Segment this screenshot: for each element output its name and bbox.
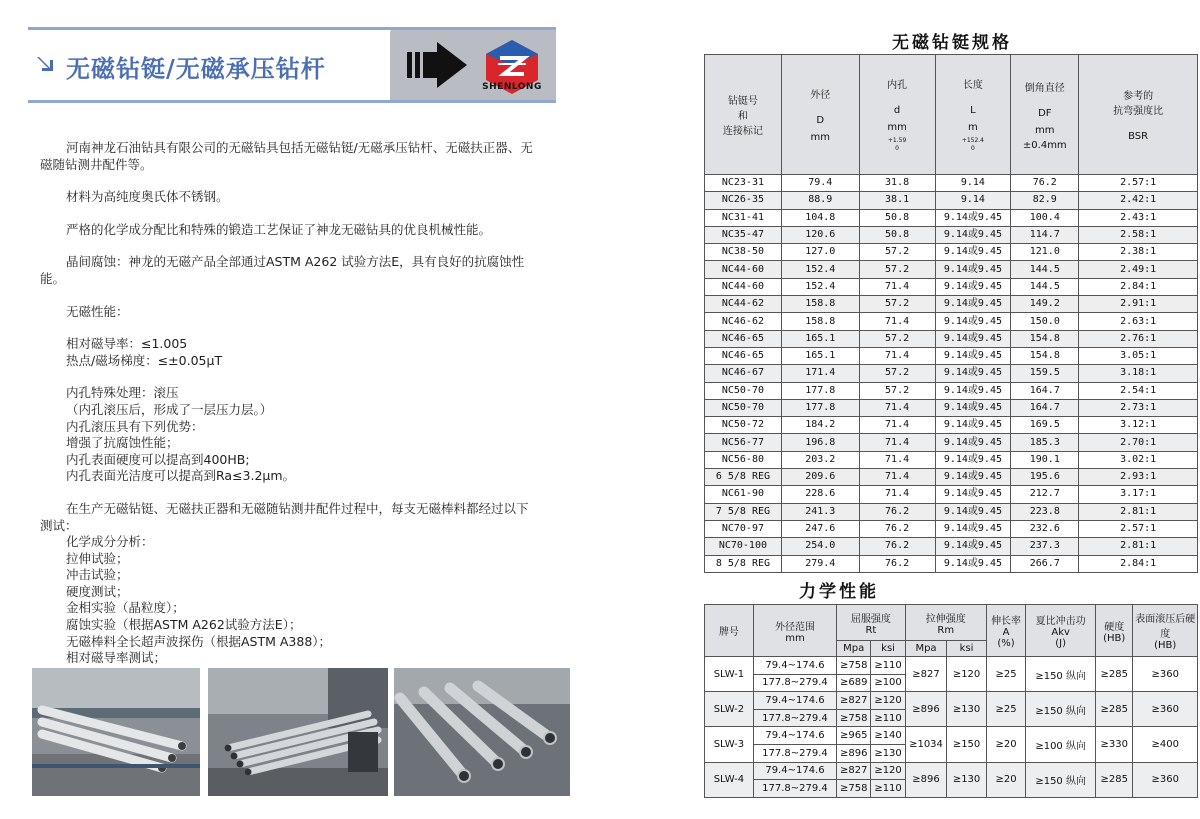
table-cell: ≥758 [837, 657, 871, 675]
table-cell: NC46-62 [705, 313, 782, 330]
table-cell: 3.02:1 [1079, 451, 1198, 468]
table-cell: ≥20 [986, 762, 1026, 797]
table-cell: 223.8 [1011, 503, 1079, 520]
table-row [705, 209, 1198, 226]
table-cell: NC50-72 [705, 417, 782, 434]
table-cell: NC46-65 [705, 347, 782, 364]
table-row [705, 555, 1198, 572]
table-row [705, 503, 1198, 520]
table-cell: 71.4 [859, 347, 935, 364]
mech-col-hardness: 硬度 (HB) [1096, 605, 1133, 657]
table-cell: NC70-100 [705, 538, 782, 555]
intro-line: 内孔滚压具有下列优势： [66, 418, 204, 434]
table-cell: 127.0 [781, 244, 859, 261]
table-row [705, 538, 1198, 555]
table-cell: 9.14或9.45 [935, 486, 1011, 503]
table-cell: 104.8 [781, 209, 859, 226]
table-header-cell: Mpa [837, 641, 871, 657]
table-cell: 9.14或9.45 [935, 226, 1011, 243]
mech-col-elong: 伸长率 A (%) [986, 605, 1026, 657]
table-cell: ≥1034 [905, 727, 947, 762]
table-cell: 57.2 [859, 244, 935, 261]
arrow-right-icon [405, 42, 469, 88]
intro-line: 相对磁导率：≤1.005 [66, 336, 188, 352]
table-cell: 9.14 [935, 192, 1011, 209]
table-cell: ≥285 [1096, 657, 1133, 692]
table-cell: 2.42:1 [1079, 192, 1198, 209]
header-bottom-rule [28, 100, 556, 103]
table-row [705, 313, 1198, 330]
table-cell: ≥100 [871, 674, 905, 692]
table-cell: 57.2 [859, 296, 935, 313]
table-cell: 232.6 [1011, 520, 1079, 537]
table-row [705, 330, 1198, 347]
logo-wordmark: SHENLONG [482, 82, 542, 92]
table-cell: 9.14或9.45 [935, 278, 1011, 295]
table-row [705, 347, 1198, 364]
table-cell: 177.8~279.4 [753, 780, 836, 798]
mech-col-surface-hardness: 表面滚压后硬度 (HB) [1133, 605, 1198, 657]
table-header-cell: ksi [947, 641, 987, 657]
table-cell: 9.14或9.45 [935, 434, 1011, 451]
table-cell: 57.2 [859, 382, 935, 399]
table-cell: ≥827 [837, 762, 871, 780]
table-cell: 9.14或9.45 [935, 382, 1011, 399]
table-cell: 57.2 [859, 365, 935, 382]
factory-photo-1 [32, 668, 200, 796]
table-cell: 9.14或9.45 [935, 296, 1011, 313]
table-cell: 9.14或9.45 [935, 520, 1011, 537]
intro-line: （内孔滚压后，形成了一层压力层。） [66, 401, 273, 417]
table-cell: ≥120 [947, 657, 987, 692]
table-cell: 9.14或9.45 [935, 244, 1011, 261]
test-item: 腐蚀实验（根据ASTM A262试验方法E）； [66, 617, 302, 633]
table-cell: 177.8~279.4 [753, 744, 836, 762]
table-cell: 3.18:1 [1079, 365, 1198, 382]
table-cell: NC23-31 [705, 175, 782, 192]
table-cell: 76.2 [1011, 175, 1079, 192]
table-row [705, 657, 1198, 675]
table-cell: ≥150 [947, 727, 987, 762]
intro-line: 内孔特殊处理：滚压 [66, 385, 179, 401]
table-cell: ≥150 纵向 [1026, 762, 1096, 797]
table-cell: NC44-60 [705, 261, 782, 278]
intro-paragraph: 严格的化学成分配比和特殊的锻造工艺保证了神龙无磁钻具的优良机械性能。 [66, 221, 492, 237]
table-cell: 159.5 [1011, 365, 1079, 382]
spec-table [704, 54, 1198, 573]
table-cell: ≥110 [871, 780, 905, 798]
table-cell: ≥120 [871, 762, 905, 780]
table-cell: ≥360 [1133, 657, 1198, 692]
table-cell: 8 5/8 REG [705, 555, 782, 572]
table-row [705, 399, 1198, 416]
table-cell: 2.38:1 [1079, 244, 1198, 261]
table-cell: 177.8 [781, 382, 859, 399]
spec-col-id: 内孔 d mm +1.59 0 [859, 55, 935, 175]
table-cell: 177.8 [781, 399, 859, 416]
table-cell: 9.14 [935, 175, 1011, 192]
intro-line: 增强了抗腐蚀性能； [66, 435, 179, 451]
table-cell: 149.2 [1011, 296, 1079, 313]
table-cell: 2.76:1 [1079, 330, 1198, 347]
intro-paragraph: 河南神龙石油钻具有限公司的无磁钻具包括无磁钻铤/无磁承压钻杆、无磁扶正器、无磁随钻测井配件等。 [40, 140, 533, 172]
table-cell: NC38-50 [705, 244, 782, 261]
spec-table-title: 无磁钻铤规格 [892, 33, 1012, 53]
arrow-down-right-icon [34, 53, 58, 77]
intro-text [40, 140, 540, 700]
table-cell: NC50-70 [705, 399, 782, 416]
table-cell: 171.4 [781, 365, 859, 382]
table-cell: ≥827 [905, 657, 947, 692]
table-cell: 165.1 [781, 330, 859, 347]
table-cell: 177.8~279.4 [753, 709, 836, 727]
table-cell: 237.3 [1011, 538, 1079, 555]
table-cell: ≥896 [905, 692, 947, 727]
table-cell: 57.2 [859, 261, 935, 278]
table-cell: 79.4~174.6 [753, 657, 836, 675]
spec-col-bsr: 参考的 抗弯强度比 BSR [1079, 55, 1198, 175]
table-cell: 2.84:1 [1079, 278, 1198, 295]
table-cell: NC70-97 [705, 520, 782, 537]
table-cell: 79.4~174.6 [753, 727, 836, 745]
test-item: 相对磁导率测试； [66, 650, 167, 666]
factory-photo-3 [394, 668, 570, 796]
table-cell: ≥25 [986, 692, 1026, 727]
spec-col-designation: 钻铤号 和 连接标记 [705, 55, 782, 175]
table-cell: ≥285 [1096, 692, 1133, 727]
table-cell: ≥100 纵向 [1026, 727, 1096, 762]
table-cell: 9.14或9.45 [935, 365, 1011, 382]
table-cell: 71.4 [859, 313, 935, 330]
test-item: 无磁棒料全长超声波探伤（根据ASTM A388）； [66, 633, 332, 649]
table-header-cell: Mpa [905, 641, 947, 657]
table-cell: 9.14或9.45 [935, 538, 1011, 555]
table-cell: SLW-3 [705, 727, 754, 762]
table-row [705, 434, 1198, 451]
table-cell: 71.4 [859, 486, 935, 503]
table-cell: ≥110 [871, 709, 905, 727]
table-cell: ≥130 [871, 744, 905, 762]
table-cell: 190.1 [1011, 451, 1079, 468]
table-row [705, 469, 1198, 486]
table-cell: 9.14或9.45 [935, 399, 1011, 416]
table-cell: 71.4 [859, 399, 935, 416]
table-cell: ≥150 纵向 [1026, 692, 1096, 727]
table-cell: NC44-60 [705, 278, 782, 295]
table-cell: NC46-67 [705, 365, 782, 382]
intro-line: 热点/磁场梯度：≤±0.05μT [66, 352, 223, 368]
spec-col-od: 外径 D mm [781, 55, 859, 175]
page-title: 无磁钻铤/无磁承压钻杆 [66, 54, 326, 83]
table-cell: NC35-47 [705, 226, 782, 243]
intro-line: 内孔表面硬度可以提高到400HB; [66, 451, 250, 467]
table-header-cell: ksi [871, 641, 905, 657]
table-cell: 152.4 [781, 261, 859, 278]
table-cell: 2.81:1 [1079, 538, 1198, 555]
mech-col-od: 外径范围 mm [753, 605, 836, 657]
factory-photo-2 [208, 668, 388, 796]
table-cell: 71.4 [859, 278, 935, 295]
table-cell: 76.2 [859, 520, 935, 537]
table-cell: 76.2 [859, 503, 935, 520]
table-cell: 266.7 [1011, 555, 1079, 572]
table-cell: 9.14或9.45 [935, 469, 1011, 486]
table-cell: 31.8 [859, 175, 935, 192]
table-row [705, 278, 1198, 295]
table-cell: 2.58:1 [1079, 226, 1198, 243]
table-cell: 2.57:1 [1079, 175, 1198, 192]
table-cell: 164.7 [1011, 399, 1079, 416]
table-cell: 79.4~174.6 [753, 692, 836, 710]
test-item: 拉伸试验； [66, 550, 129, 566]
test-item: 冲击试验； [66, 567, 129, 583]
table-cell: NC46-65 [705, 330, 782, 347]
table-cell: ≥25 [986, 657, 1026, 692]
table-row [705, 365, 1198, 382]
intro-paragraph: 无磁性能： [66, 303, 129, 319]
table-cell: 57.2 [859, 330, 935, 347]
table-cell: 154.8 [1011, 330, 1079, 347]
table-cell: 2.57:1 [1079, 520, 1198, 537]
table-cell: 203.2 [781, 451, 859, 468]
table-cell: ≥110 [871, 657, 905, 675]
table-cell: 177.8~279.4 [753, 674, 836, 692]
table-row [705, 451, 1198, 468]
table-cell: ≥758 [837, 780, 871, 798]
test-item: 硬度测试； [66, 583, 129, 599]
table-cell: ≥827 [837, 692, 871, 710]
table-cell: 2.93:1 [1079, 469, 1198, 486]
table-cell: 71.4 [859, 469, 935, 486]
table-cell: 158.8 [781, 313, 859, 330]
table-cell: 144.5 [1011, 278, 1079, 295]
table-cell: 195.6 [1011, 469, 1079, 486]
table-row [705, 486, 1198, 503]
table-cell: 150.0 [1011, 313, 1079, 330]
table-row [705, 175, 1198, 192]
table-cell: SLW-1 [705, 657, 754, 692]
table-cell: 2.91:1 [1079, 296, 1198, 313]
table-cell: 241.3 [781, 503, 859, 520]
table-cell: 6 5/8 REG [705, 469, 782, 486]
table-cell: 152.4 [781, 278, 859, 295]
table-cell: 2.84:1 [1079, 555, 1198, 572]
mech-col-grade: 牌号 [705, 605, 754, 657]
table-cell: 154.8 [1011, 347, 1079, 364]
table-row [705, 382, 1198, 399]
table-cell: NC56-80 [705, 451, 782, 468]
table-cell: ≥360 [1133, 762, 1198, 797]
table-cell: 158.8 [781, 296, 859, 313]
table-cell: 9.14或9.45 [935, 555, 1011, 572]
table-cell: 184.2 [781, 417, 859, 434]
table-cell: ≥758 [837, 709, 871, 727]
table-cell: ≥689 [837, 674, 871, 692]
table-cell: SLW-2 [705, 692, 754, 727]
table-cell: 164.7 [1011, 382, 1079, 399]
mech-col-tensile: 拉伸强度 Rm [905, 605, 986, 641]
table-cell: 50.8 [859, 209, 935, 226]
table-cell: ≥896 [905, 762, 947, 797]
mech-col-yield: 屈服强度 Rt [837, 605, 906, 641]
table-cell: 71.4 [859, 434, 935, 451]
table-cell: 3.12:1 [1079, 417, 1198, 434]
table-cell: ≥896 [837, 744, 871, 762]
table-cell: ≥130 [947, 762, 987, 797]
table-cell: 254.0 [781, 538, 859, 555]
intro-paragraph: 在生产无磁钻铤、无磁扶正器和无磁随钻测井配件过程中，每支无磁棒料都经过以下测试： [40, 500, 529, 533]
table-cell: 2.70:1 [1079, 434, 1198, 451]
table-cell: 9.14或9.45 [935, 417, 1011, 434]
table-cell: NC56-77 [705, 434, 782, 451]
header-band-slant [355, 30, 391, 102]
table-cell: 50.8 [859, 226, 935, 243]
table-cell: 76.2 [859, 555, 935, 572]
intro-line: 内孔表面光洁度可以提高到Ra≤3.2μm。 [66, 468, 296, 484]
table-cell: 3.17:1 [1079, 486, 1198, 503]
spec-col-bevel: 倒角直径 DF mm ±0.4mm [1011, 55, 1079, 175]
table-cell: NC44-62 [705, 296, 782, 313]
table-cell: 2.81:1 [1079, 503, 1198, 520]
table-cell: 114.7 [1011, 226, 1079, 243]
test-item: 金相实验（晶粒度）； [66, 600, 185, 616]
table-cell: ≥130 [947, 692, 987, 727]
table-cell: ≥140 [871, 727, 905, 745]
table-row [705, 727, 1198, 745]
table-cell: 196.8 [781, 434, 859, 451]
table-cell: NC61-90 [705, 486, 782, 503]
test-item: 化学成分分析： [66, 534, 154, 550]
table-cell: 9.14或9.45 [935, 503, 1011, 520]
table-row [705, 417, 1198, 434]
table-cell: ≥20 [986, 727, 1026, 762]
table-cell: ≥120 [871, 692, 905, 710]
table-cell: 2.49:1 [1079, 261, 1198, 278]
table-cell: ≥400 [1133, 727, 1198, 762]
intro-paragraph: 晶间腐蚀：神龙的无磁产品全部通过ASTM A262 试验方法E，具有良好的抗腐蚀性能。 [40, 254, 525, 286]
table-cell: 3.05:1 [1079, 347, 1198, 364]
table-cell: 79.4 [781, 175, 859, 192]
table-cell: 82.9 [1011, 192, 1079, 209]
table-cell: 279.4 [781, 555, 859, 572]
table-cell: 209.6 [781, 469, 859, 486]
spec-col-length: 长度 L m +152.4 0 [935, 55, 1011, 175]
table-cell: 144.5 [1011, 261, 1079, 278]
table-cell: 79.4~174.6 [753, 762, 836, 780]
table-cell: ≥330 [1096, 727, 1133, 762]
intro-paragraph: 材料为高纯度奥氏体不锈钢。 [66, 189, 229, 205]
table-cell: SLW-4 [705, 762, 754, 797]
table-row [705, 192, 1198, 209]
table-row [705, 520, 1198, 537]
table-cell: 228.6 [781, 486, 859, 503]
table-row [705, 762, 1198, 780]
table-row [705, 296, 1198, 313]
table-row [705, 692, 1198, 710]
table-cell: ≥285 [1096, 762, 1133, 797]
table-cell: 247.6 [781, 520, 859, 537]
table-cell: 100.4 [1011, 209, 1079, 226]
mech-table-title: 力学性能 [799, 582, 879, 602]
table-cell: 2.43:1 [1079, 209, 1198, 226]
table-cell: 212.7 [1011, 486, 1079, 503]
table-cell: 185.3 [1011, 434, 1079, 451]
table-cell: NC50-70 [705, 382, 782, 399]
table-cell: 165.1 [781, 347, 859, 364]
table-cell: 9.14或9.45 [935, 261, 1011, 278]
table-cell: 2.63:1 [1079, 313, 1198, 330]
table-cell: NC26-35 [705, 192, 782, 209]
table-cell: 71.4 [859, 451, 935, 468]
table-cell: 2.73:1 [1079, 399, 1198, 416]
table-cell: NC31-41 [705, 209, 782, 226]
right-page [600, 0, 1200, 819]
table-cell: 71.4 [859, 417, 935, 434]
mech-table [704, 604, 1198, 798]
table-cell: 9.14或9.45 [935, 209, 1011, 226]
table-cell: 7 5/8 REG [705, 503, 782, 520]
table-row [705, 226, 1198, 243]
table-cell: 9.14或9.45 [935, 451, 1011, 468]
table-cell: ≥150 纵向 [1026, 657, 1096, 692]
table-cell: 120.6 [781, 226, 859, 243]
table-cell: 169.5 [1011, 417, 1079, 434]
table-cell: 9.14或9.45 [935, 330, 1011, 347]
mech-col-impact: 夏比冲击功 Akv (J) [1026, 605, 1096, 657]
table-row [705, 261, 1198, 278]
table-cell: ≥360 [1133, 692, 1198, 727]
table-cell: 9.14或9.45 [935, 347, 1011, 364]
table-cell: 121.0 [1011, 244, 1079, 261]
table-cell: 38.1 [859, 192, 935, 209]
table-cell: ≥965 [837, 727, 871, 745]
table-cell: 9.14或9.45 [935, 313, 1011, 330]
table-cell: 76.2 [859, 538, 935, 555]
table-cell: 2.54:1 [1079, 382, 1198, 399]
table-row [705, 244, 1198, 261]
table-cell: 88.9 [781, 192, 859, 209]
